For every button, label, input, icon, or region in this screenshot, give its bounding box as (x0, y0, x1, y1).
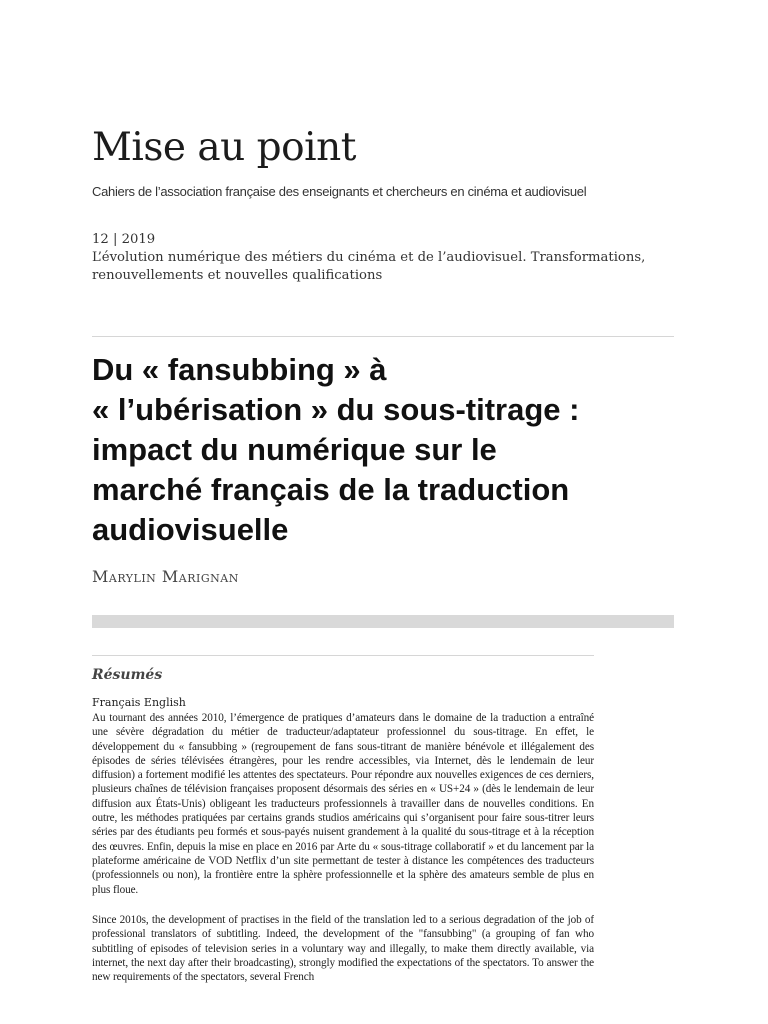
abstract-english: Since 2010s, the development of practises in the field of the translation led to a serious degradation of the job of professional translators of subtitling. Indeed, the development of the "fansubbing" (a grouping of fan who subtitling of episodes of television series in a voluntary way and illegally, to make them directly available, via internet, the next day after their broadcasting), strongly modified the expectations of the spectators. To answer the new requirements of the spectators, several French (92, 914, 594, 984)
article-title-line: impact du numérique sur le (92, 432, 497, 467)
language-link-english[interactable]: English (143, 696, 186, 709)
toolbar-bar (92, 615, 674, 628)
issue-number[interactable]: 12 | 2019 (92, 232, 156, 247)
language-link-french[interactable]: Français (92, 696, 141, 709)
abstract-divider (92, 655, 594, 656)
journal-subtitle: Cahiers de l’association française des enseignants et chercheurs en cinéma et audiovisuel (92, 184, 587, 199)
article-title (92, 350, 682, 550)
article-title-line: audiovisuelle (92, 512, 289, 547)
language-switcher (92, 696, 186, 710)
issue-info (92, 231, 682, 285)
article-title-line: « l’ubérisation » du sous-titrage : (92, 392, 580, 427)
abstracts-heading: Résumés (92, 667, 163, 683)
author-name[interactable]: Marylin Marignan (92, 567, 239, 586)
header-divider (92, 336, 674, 337)
journal-title[interactable]: Mise au point (92, 125, 356, 170)
issue-title[interactable]: L’évolution numérique des métiers du cinéma et de l’audiovisuel. Transformations, renouvellements et nouvelles qualifications (92, 250, 646, 283)
article-title-line: Du « fansubbing » à (92, 352, 387, 387)
article-title-line: marché français de la traduction (92, 472, 570, 507)
abstract-french: Au tournant des années 2010, l’émergence de pratiques d’amateurs dans le domaine de la traduction a entraîné une sévère dégradation du métier de traducteur/adaptateur professionnel du sous-titrage. En effet, le développement du « fansubbing » (regroupement de fans sous-titrant de manière bénévole et illégalement des épisodes de séries télévisées étrangères, pour les rendre accessibles, via Internet, dès le lendemain de leur diffusion) a fortement modifié les attentes des spectateurs. Pour répondre aux nouvelles exigences de ces derniers, plusieurs chaînes de télévision françaises proposent désormais des séries en « US+24 » (dès le lendemain de leur diffusion aux États-Unis) obligeant les traducteurs professionnels à travailler dans de nouvelles conditions. En outre, les méthodes pratiquées par certains grands studios américains qui s’organisent pour faire sous-titrer leurs séries par des étudiants peu formés et sous-payés nuisent grandement à la qualité du sous-titrage et à la réception des œuvres. Enfin, depuis la mise en place en 2016 par Arte du « sous-titrage collaboratif » et du lancement par la plateforme américaine de VOD Netflix d’un site permettant de tester à distance les compétences des traducteurs (professionnels ou non), la frontière entre la sphère professionnelle et la sphère des amateurs semble de plus en plus floue. (92, 712, 594, 896)
